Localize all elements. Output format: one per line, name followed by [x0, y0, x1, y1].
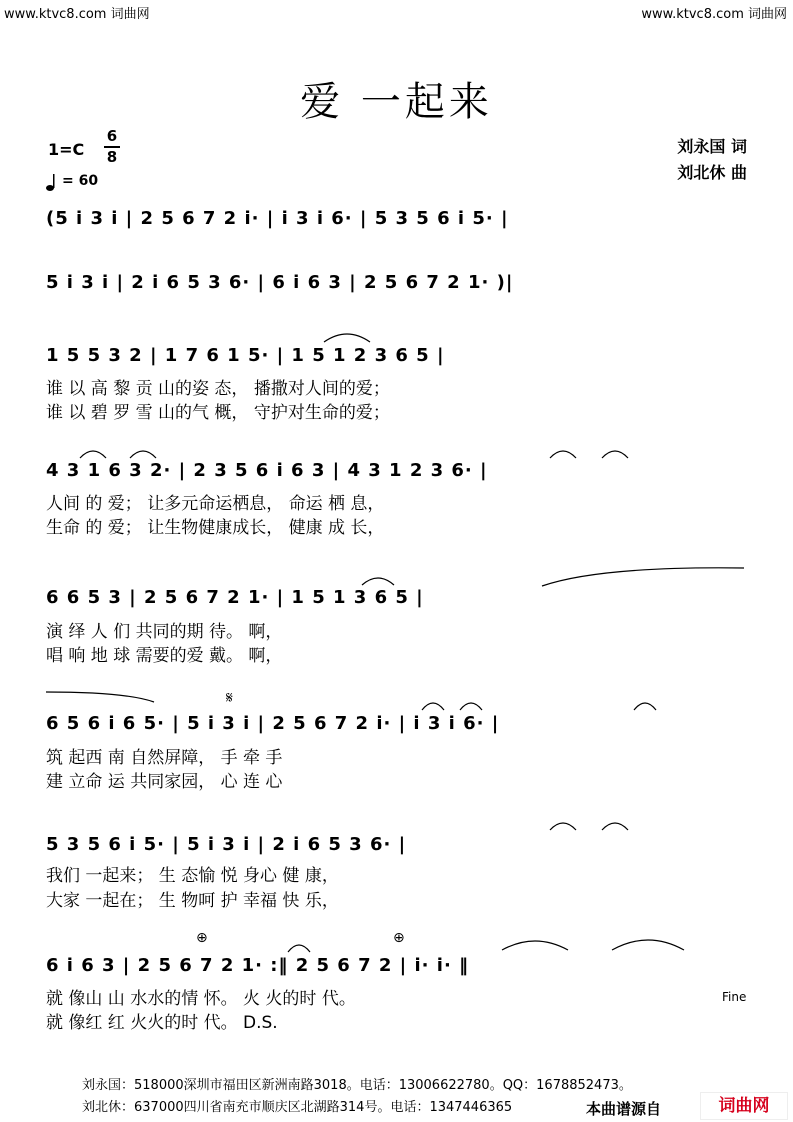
score-line-6: 6 5 6 i 6 5· | 5 i 3 i | 2 5 6 7 2 i· | i 3 i 6· |: [46, 713, 500, 734]
tempo-marking: = 60: [62, 173, 99, 189]
slur-mark: [322, 330, 372, 344]
score-line-8: 6 i 6 3 | 2 5 6 7 2 1· :‖ 2 5 6 7 2 | i· i· ‖: [46, 955, 470, 976]
quarter-note-icon: [46, 172, 56, 192]
score-line-2: 5 i 3 i | 2 i 6 5 3 6· | 6 i 6 3 | 2 5 6 7 2 1· )|: [46, 272, 514, 293]
lyric-line-8b: 就 像红 红 火火的时 代。 D.S.: [46, 1013, 278, 1033]
lyric-line-5a: 演 绎 人 们 共同的期 待。 啊，: [46, 622, 283, 642]
slur-mark: [128, 446, 158, 460]
slur-mark: [286, 940, 312, 954]
coda-icon: ⊕: [196, 930, 208, 946]
coda-icon-2: ⊕: [393, 930, 405, 946]
score-line-7: 5 3 5 6 i 5· | 5 i 3 i | 2 i 6 5 3 6· |: [46, 834, 407, 855]
slur-mark: [540, 566, 746, 588]
lyric-line-7a: 我们 一起来； 生 态愉 悦 身心 健 康，: [46, 866, 339, 886]
lyric-line-6a: 筑 起西 南 自然屏障， 手 牵 手: [46, 748, 283, 768]
score-line-1: (5 i 3 i | 2 5 6 7 2 i· | i 3 i 6· | 5 3 5 6 i 5· |: [46, 208, 509, 229]
contact-lyricist: 刘永国：518000深圳市福田区新洲南路3018。电话：13006622780。QQ：1678852473。: [82, 1078, 632, 1093]
slur-mark: [78, 446, 108, 460]
slur-mark: [548, 446, 578, 460]
slur-mark: [548, 818, 578, 832]
score-line-5: 6 6 5 3 | 2 5 6 7 2 1· | 1 5 1 3 6 5 |: [46, 587, 424, 608]
lyric-line-5b: 唱 响 地 球 需要的爱 戴。 啊，: [46, 646, 283, 666]
time-signature-top: 6: [106, 127, 118, 145]
slur-mark: [632, 698, 658, 712]
slur-mark: [600, 446, 630, 460]
watermark-left: www.ktvc8.com 词曲网: [4, 7, 150, 22]
lyric-line-3a: 谁 以 高 黎 贡 山的姿 态， 播撒对人间的爱；: [46, 379, 390, 399]
score-line-4: 4 3 1 6 3 2· | 2 3 5 6 i 6 3 | 4 3 1 2 3 6· |: [46, 460, 488, 481]
slur-mark: [46, 690, 156, 704]
lyric-line-7b: 大家 一起在； 生 物呵 护 幸福 快 乐，: [46, 891, 339, 911]
slur-mark: [420, 698, 446, 712]
fine-marking: Fine: [722, 990, 747, 1004]
time-signature: [104, 128, 120, 166]
slur-mark: [500, 936, 570, 952]
slur-mark: [600, 818, 630, 832]
slur-mark: [610, 934, 686, 952]
watermark-right: www.ktvc8.com 词曲网: [641, 7, 787, 22]
source-note: 本曲谱源自: [586, 1100, 662, 1118]
slur-mark: [458, 698, 484, 712]
lyric-line-6b: 建 立命 运 共同家园， 心 连 心: [46, 772, 283, 792]
contact-composer: 刘北休：637000四川省南充市顺庆区北湖路314号。电话：1347446365: [82, 1100, 513, 1115]
lyric-line-8a: 就 像山 山 水水的情 怀。 火 火的时 代。: [46, 989, 356, 1009]
key-signature: 1=C: [48, 140, 85, 159]
brand-logo: 词曲网: [700, 1092, 788, 1120]
song-title: 爱 一起来: [300, 79, 493, 125]
lyricist-credit: 刘永国 词: [677, 137, 747, 156]
lyric-line-3b: 谁 以 碧 罗 雪 山的气 概， 守护对生命的爱；: [46, 403, 390, 423]
lyric-line-4a: 人间 的 爱； 让多元命运栖息， 命运 栖 息，: [46, 494, 385, 514]
segno-icon: 𝄋: [226, 688, 233, 707]
lyric-line-4b: 生命 的 爱； 让生物健康成长， 健康 成 长，: [46, 518, 385, 538]
time-signature-bottom: 8: [106, 148, 118, 166]
composer-credit: 刘北休 曲: [677, 163, 747, 182]
score-line-3: 1 5 5 3 2 | 1 7 6 1 5· | 1 5 1 2 3 6 5 |: [46, 345, 445, 366]
slur-mark: [360, 573, 396, 587]
